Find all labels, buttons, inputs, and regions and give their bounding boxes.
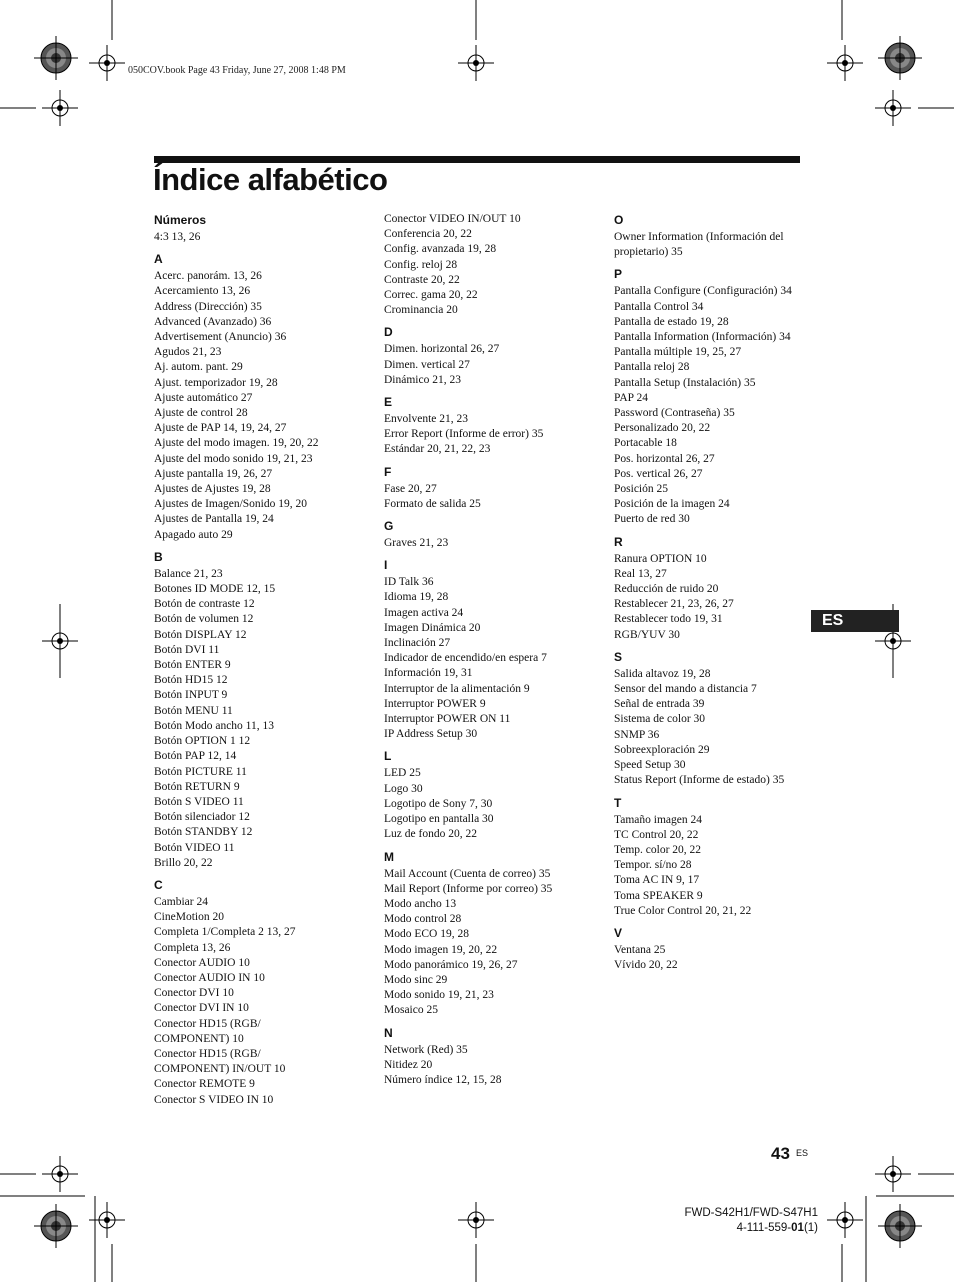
index-entry: Interruptor de la alimentación 9 xyxy=(384,682,530,695)
index-entry: Password (Contraseña) 35 xyxy=(614,407,735,420)
index-entry: Ajuste pantalla 19, 26, 27 xyxy=(154,467,273,480)
index-entry: Botón VIDEO 11 xyxy=(154,841,235,854)
index-entry: Logotipo en pantalla 30 xyxy=(384,813,494,826)
index-entry: Fase 20, 27 xyxy=(384,482,437,495)
index-entry: Inclinación 27 xyxy=(384,637,451,650)
index-entry: Dinámico 21, 23 xyxy=(384,373,461,386)
index-entry: Mail Account (Cuenta de correo) 35 xyxy=(384,867,551,880)
index-column-3 xyxy=(614,212,804,973)
index-entry: Puerto de red 30 xyxy=(614,513,690,526)
index-entry: Graves 21, 23 xyxy=(384,537,449,550)
index-entry: Botón S VIDEO 11 xyxy=(154,795,244,808)
index-entry: Sobreexploración 29 xyxy=(614,743,710,756)
index-entry: Aj. autom. pant. 29 xyxy=(154,361,243,374)
index-entry: Acercamiento 13, 26 xyxy=(154,285,251,298)
index-entry: Status Report (Informe de estado) 35 xyxy=(614,774,785,787)
index-section xyxy=(614,266,804,527)
index-section xyxy=(384,748,606,842)
index-entry: Personalizado 20, 22 xyxy=(614,422,711,435)
index-entry: Conector DVI 10 xyxy=(154,987,234,1000)
index-entry: RGB/YUV 30 xyxy=(614,628,680,641)
index-entry: TC Control 20, 22 xyxy=(614,828,699,841)
index-entry: Imagen activa 24 xyxy=(384,606,464,619)
index-section xyxy=(384,464,606,512)
index-entry: Ajustes de Pantalla 19, 24 xyxy=(154,513,274,526)
index-entry: Ajuste automático 27 xyxy=(154,391,253,404)
index-entry: Información 19, 31 xyxy=(384,667,473,680)
index-entry: Número índice 12, 15, 28 xyxy=(384,1073,502,1086)
index-entry: Conferencia 20, 22 xyxy=(384,228,472,241)
index-entry: Dimen. horizontal 26, 27 xyxy=(384,343,500,356)
code-suffix: (1) xyxy=(803,1222,818,1234)
index-entry: Portacable 18 xyxy=(614,437,677,450)
page-number: 43 xyxy=(771,1144,790,1163)
code-prefix: 4-111-559- xyxy=(736,1222,792,1234)
index-section xyxy=(154,212,376,245)
index-section xyxy=(384,1025,606,1089)
index-entry: Vívido 20, 22 xyxy=(614,959,678,972)
index-entry: Pantalla Configure (Configuración) 34 xyxy=(614,285,792,298)
index-entry: Logo 30 xyxy=(384,782,423,795)
index-section xyxy=(154,877,376,1108)
section-heading: M xyxy=(384,849,394,864)
model-info xyxy=(684,1206,818,1236)
index-entry: Botón INPUT 9 xyxy=(154,689,228,702)
index-entry: Tempor. sí/no 28 xyxy=(614,859,692,872)
index-entry: 4:3 13, 26 xyxy=(154,231,201,243)
model-name: FWD-S42H1/FWD-S47H1 xyxy=(684,1207,818,1219)
index-entry: Posición de la imagen 24 xyxy=(614,498,730,511)
index-entry: Dimen. vertical 27 xyxy=(384,358,470,371)
index-entry: Ajuste del modo sonido 19, 21, 23 xyxy=(154,452,313,465)
index-entry: Envolvente 21, 23 xyxy=(384,413,468,426)
section-heading: V xyxy=(614,925,623,940)
index-entry: Botón de contraste 12 xyxy=(154,598,255,611)
index-entry: Restablecer todo 19, 31 xyxy=(614,613,723,626)
index-entry: Botón silenciador 12 xyxy=(154,811,250,824)
index-entry: Conector VIDEO IN/OUT 10 xyxy=(384,213,521,225)
index-entry: Ajustes de Imagen/Sonido 19, 20 xyxy=(154,498,307,511)
index-entry: PAP 24 xyxy=(614,391,648,404)
index-section xyxy=(384,212,606,318)
index-entry: Advertisement (Anuncio) 36 xyxy=(154,331,287,344)
index-entry: True Color Control 20, 21, 22 xyxy=(614,904,752,917)
index-entry: Formato de salida 25 xyxy=(384,497,481,510)
index-entry: Modo sonido 19, 21, 23 xyxy=(384,989,494,1002)
section-heading: C xyxy=(154,877,163,892)
index-entry: Contraste 20, 22 xyxy=(384,273,460,286)
index-entry: Sensor del mando a distancia 7 xyxy=(614,683,757,696)
index-entry: Network (Red) 35 xyxy=(384,1043,468,1056)
index-section xyxy=(614,534,804,643)
section-heading: O xyxy=(614,213,624,227)
index-entry: Real 13, 27 xyxy=(614,567,667,580)
index-section xyxy=(154,549,376,871)
index-entry: Conector HD15 (RGB/ xyxy=(154,1047,261,1060)
index-entry: Botón RETURN 9 xyxy=(154,780,240,793)
section-heading: A xyxy=(154,252,163,267)
index-entry: Correc. gama 20, 22 xyxy=(384,289,478,302)
index-entry: COMPONENT) IN/OUT 10 xyxy=(154,1063,286,1076)
code-bold: 01 xyxy=(791,1222,804,1234)
index-entry: Ajuste del modo imagen. 19, 20, 22 xyxy=(154,437,319,450)
index-entry: CineMotion 20 xyxy=(154,911,224,924)
index-entry: Idioma 19, 28 xyxy=(384,591,449,604)
index-entry: Ajuste de control 28 xyxy=(154,407,248,420)
index-entry: Luz de fondo 20, 22 xyxy=(384,828,477,841)
index-entry: Pantalla Control 34 xyxy=(614,300,704,313)
section-heading: P xyxy=(614,267,623,282)
section-heading: I xyxy=(384,558,388,573)
section-heading: E xyxy=(384,395,393,410)
section-heading: F xyxy=(384,464,392,479)
index-entry: Conector REMOTE 9 xyxy=(154,1078,255,1091)
language-tab: ES xyxy=(811,610,899,632)
index-column-1 xyxy=(154,212,376,1108)
index-entry: Toma AC IN 9, 17 xyxy=(614,874,700,887)
index-entry: ID Talk 36 xyxy=(384,576,434,589)
index-entry: Ventana 25 xyxy=(614,943,666,956)
index-entry: Acerc. panorám. 13, 26 xyxy=(154,270,262,283)
model-code xyxy=(684,1221,818,1236)
index-entry: Logotipo de Sony 7, 30 xyxy=(384,797,493,810)
index-section xyxy=(614,649,804,789)
index-section xyxy=(384,518,606,551)
index-entry: Agudos 21, 23 xyxy=(154,346,222,359)
index-entry: Posición 25 xyxy=(614,483,668,496)
index-section xyxy=(614,925,804,973)
index-entry: SNMP 36 xyxy=(614,728,660,741)
index-entry: Modo ancho 13 xyxy=(384,897,457,910)
index-entry: Temp. color 20, 22 xyxy=(614,843,702,856)
page-lang: ES xyxy=(796,1148,809,1158)
index-entry: IP Address Setup 30 xyxy=(384,728,478,741)
index-entry: Ajust. temporizador 19, 28 xyxy=(154,376,278,389)
section-heading: D xyxy=(384,325,393,340)
index-entry: Pantalla de estado 19, 28 xyxy=(614,315,729,328)
index-entry: Modo control 28 xyxy=(384,913,462,926)
index-entry: Completa 13, 26 xyxy=(154,941,231,954)
index-entry: Estándar 20, 21, 22, 23 xyxy=(384,443,491,456)
index-section xyxy=(614,795,804,919)
index-section xyxy=(384,849,606,1019)
index-entry: Config. reloj 28 xyxy=(384,258,458,271)
index-entry: Mail Report (Informe por correo) 35 xyxy=(384,882,553,895)
index-entry: Pantalla Setup (Instalación) 35 xyxy=(614,376,756,389)
index-entry: Botón DVI 11 xyxy=(154,643,220,656)
section-heading: B xyxy=(154,549,163,564)
index-section xyxy=(384,394,606,458)
section-heading: Números xyxy=(154,213,207,227)
index-entry: Address (Dirección) 35 xyxy=(154,300,262,313)
index-entry: Reducción de ruido 20 xyxy=(614,583,719,596)
index-entry: Botón ENTER 9 xyxy=(154,659,231,672)
section-heading: R xyxy=(614,534,623,549)
index-entry: Mosaico 25 xyxy=(384,1004,438,1017)
index-section xyxy=(384,557,606,742)
index-entry: Completa 1/Completa 2 13, 27 xyxy=(154,926,296,939)
index-entry: Botón de volumen 12 xyxy=(154,613,254,626)
index-entry: Config. avanzada 19, 28 xyxy=(384,243,497,256)
index-entry: Toma SPEAKER 9 xyxy=(614,889,703,902)
index-entry: Modo panorámico 19, 26, 27 xyxy=(384,958,518,971)
index-entry: Modo ECO 19, 28 xyxy=(384,928,469,941)
index-entry: Apagado auto 29 xyxy=(154,528,233,541)
index-entry: Botón MENU 11 xyxy=(154,704,233,717)
index-entry: Botones ID MODE 12, 15 xyxy=(154,583,276,596)
index-column-2 xyxy=(384,212,606,1088)
index-entry: Salida altavoz 19, 28 xyxy=(614,667,711,680)
index-entry: Pos. vertical 26, 27 xyxy=(614,467,703,480)
index-entry: Error Report (Informe de error) 35 xyxy=(384,428,544,441)
index-entry: Restablecer 21, 23, 26, 27 xyxy=(614,598,734,611)
section-heading: G xyxy=(384,519,394,534)
index-entry: Nitidez 20 xyxy=(384,1058,433,1071)
index-entry: Conector AUDIO 10 xyxy=(154,956,250,969)
index-entry: Tamaño imagen 24 xyxy=(614,813,702,826)
index-entry: Pantalla reloj 28 xyxy=(614,361,690,374)
section-heading: N xyxy=(384,1025,393,1040)
index-entry: Botón Modo ancho 11, 13 xyxy=(154,719,274,732)
page-title: Índice alfabético xyxy=(153,162,388,197)
book-info-header: 050COV.book Page 43 Friday, June 27, 2008 1:48 PM xyxy=(128,65,346,76)
index-entry: Brillo 20, 22 xyxy=(154,856,213,869)
index-entry: Botón OPTION 1 12 xyxy=(154,735,251,748)
index-entry: Speed Setup 30 xyxy=(614,759,686,772)
index-entry: Cambiar 24 xyxy=(154,895,208,908)
index-entry: Sistema de color 30 xyxy=(614,713,706,726)
index-entry: Pantalla Information (Información) 34 xyxy=(614,331,791,344)
section-heading: L xyxy=(384,749,392,764)
index-entry: Crominancia 20 xyxy=(384,304,458,317)
index-entry: Botón PAP 12, 14 xyxy=(154,750,237,763)
index-entry: Imagen Dinámica 20 xyxy=(384,621,481,634)
index-entry: Conector S VIDEO IN 10 xyxy=(154,1093,274,1106)
index-entry: Ajuste de PAP 14, 19, 24, 27 xyxy=(154,422,287,435)
section-heading: S xyxy=(614,649,623,664)
index-entry: Owner Information (Información del propietario) 35 xyxy=(614,231,784,259)
index-entry: LED 25 xyxy=(384,767,421,780)
index-entry: Ajustes de Ajustes 19, 28 xyxy=(154,483,271,496)
index-entry: Botón PICTURE 11 xyxy=(154,765,247,778)
index-entry: Modo sinc 29 xyxy=(384,973,448,986)
index-entry: Conector DVI IN 10 xyxy=(154,1002,249,1015)
section-heading: T xyxy=(614,795,622,810)
index-entry: Pos. horizontal 26, 27 xyxy=(614,452,715,465)
index-entry: Pantalla múltiple 19, 25, 27 xyxy=(614,346,742,359)
index-entry: Balance 21, 23 xyxy=(154,567,223,580)
index-entry: Advanced (Avanzado) 36 xyxy=(154,315,272,328)
index-entry: Modo imagen 19, 20, 22 xyxy=(384,943,498,956)
index-entry: COMPONENT) 10 xyxy=(154,1032,244,1045)
index-entry: Interruptor POWER ON 11 xyxy=(384,713,511,726)
index-entry: Conector AUDIO IN 10 xyxy=(154,971,265,984)
index-section xyxy=(154,251,376,543)
index-entry: Botón STANDBY 12 xyxy=(154,826,253,839)
index-entry: Botón DISPLAY 12 xyxy=(154,628,247,641)
index-entry: Indicador de encendido/en espera 7 xyxy=(384,652,547,665)
index-entry: Interruptor POWER 9 xyxy=(384,697,486,710)
index-entry: Conector HD15 (RGB/ xyxy=(154,1017,261,1030)
index-section xyxy=(614,212,804,260)
index-entry: Botón HD15 12 xyxy=(154,674,228,687)
index-entry: Señal de entrada 39 xyxy=(614,698,705,711)
index-section xyxy=(384,324,606,388)
index-entry: Ranura OPTION 10 xyxy=(614,552,707,565)
